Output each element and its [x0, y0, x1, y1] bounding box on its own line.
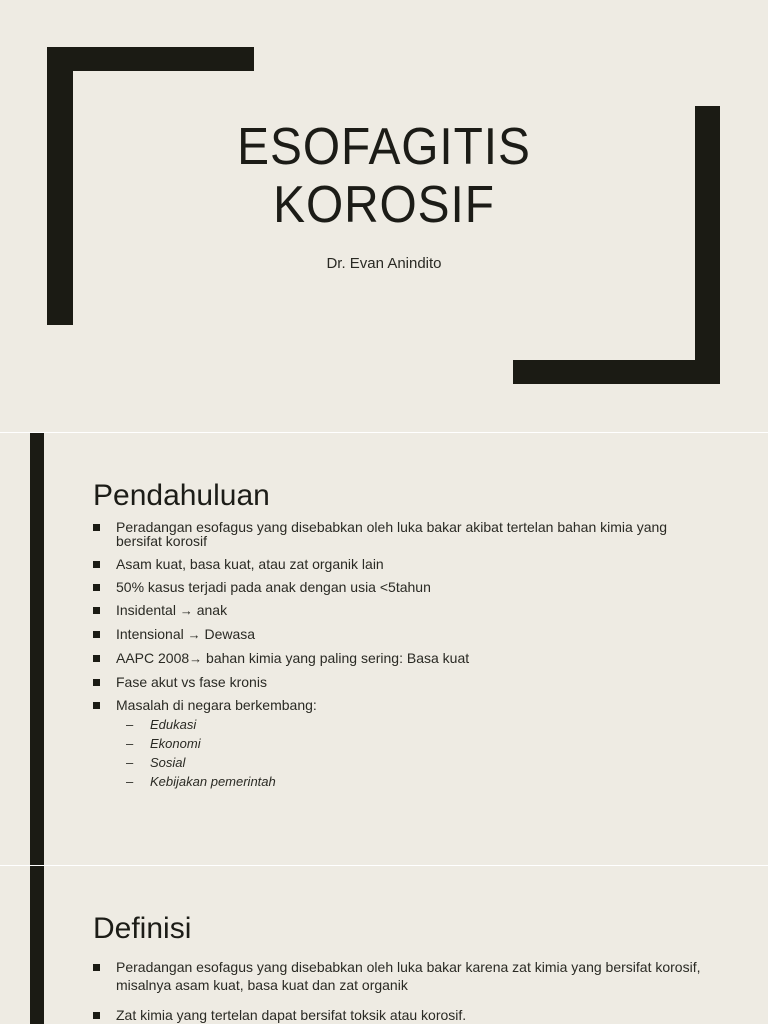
title-slide — [0, 0, 768, 432]
sub-bullet-item — [126, 737, 713, 750]
bullet-text: Insidental — [116, 602, 180, 618]
sub-bullet-text: Sosial — [150, 755, 186, 770]
frame-corner-bottom-right-horizontal — [513, 360, 720, 384]
left-accent-bar — [30, 433, 44, 865]
title-line-2: KOROSIF — [273, 176, 495, 234]
dash-bullet: – — [126, 717, 134, 732]
sub-bullet-text: Kebijakan pemerintah — [150, 774, 276, 789]
bullet-text: Zat kimia yang tertelan dapat bersifat toksik atau korosif. — [116, 1007, 467, 1023]
bullet-text: Fase akut vs fase kronis — [116, 674, 267, 690]
sub-bullet-text: Ekonomi — [150, 736, 201, 751]
bullet-text: 50% kasus terjadi pada anak dengan usia <5tahun — [116, 579, 431, 595]
bullet-item — [93, 580, 713, 594]
frame-corner-top-left-horizontal — [47, 47, 254, 71]
bullet-text: AAPC 2008 — [116, 650, 190, 666]
bullet-item — [93, 557, 713, 571]
bullet-text: Dewasa — [200, 626, 256, 642]
sub-bullet-item — [126, 775, 713, 788]
bullet-list — [93, 958, 713, 1024]
bullet-text: Intensional — [116, 626, 188, 642]
sub-bullet-item — [126, 756, 713, 769]
slide-heading: Definisi — [93, 912, 192, 945]
right-arrow-icon: → — [187, 627, 201, 642]
square-bullet-icon — [93, 655, 100, 662]
square-bullet-icon — [93, 1012, 100, 1019]
introduction-slide — [0, 433, 768, 865]
bullet-text: Masalah di negara berkembang: — [116, 697, 317, 713]
bullet-text: bahan kimia yang paling sering: Basa kuat — [202, 650, 470, 666]
slide-title — [0, 118, 768, 234]
definition-slide — [0, 866, 768, 1024]
title-line-1: ESOFAGITIS — [237, 118, 531, 176]
bullet-text: Asam kuat, basa kuat, atau zat organik lain — [116, 556, 384, 572]
left-accent-bar — [30, 866, 44, 1024]
square-bullet-icon — [93, 702, 100, 709]
dash-bullet: – — [126, 755, 134, 770]
bullet-text: anak — [192, 602, 228, 618]
right-arrow-icon: → — [189, 651, 203, 666]
bullet-item — [93, 603, 713, 618]
bullet-text: Peradangan esofagus yang disebabkan oleh luka bakar akibat tertelan bahan kimia yang bersifat korosif — [116, 519, 668, 549]
bullet-item — [93, 651, 713, 666]
slide-heading: Pendahuluan — [93, 479, 270, 512]
square-bullet-icon — [93, 964, 100, 971]
bullet-text: Peradangan esofagus yang disebabkan oleh luka bakar karena zat kimia yang bersifat korosif, misalnya asam kuat, basa kuat dan zat organik — [116, 959, 701, 993]
bullet-item — [93, 520, 713, 548]
square-bullet-icon — [93, 584, 100, 591]
bullet-item — [93, 1006, 713, 1024]
bullet-item — [93, 698, 713, 788]
bullet-list — [93, 520, 713, 797]
square-bullet-icon — [93, 524, 100, 531]
sub-bullet-item — [126, 718, 713, 731]
author-subtitle: Dr. Evan Anindito — [326, 255, 442, 272]
dash-bullet: – — [126, 774, 134, 789]
right-arrow-icon: → — [179, 603, 193, 618]
bullet-item — [93, 627, 713, 642]
square-bullet-icon — [93, 631, 100, 638]
bullet-item — [93, 958, 713, 994]
dash-bullet: – — [126, 736, 134, 751]
square-bullet-icon — [93, 679, 100, 686]
square-bullet-icon — [93, 561, 100, 568]
sub-bullet-list — [126, 718, 713, 788]
square-bullet-icon — [93, 607, 100, 614]
sub-bullet-text: Edukasi — [150, 717, 197, 732]
bullet-item — [93, 675, 713, 689]
